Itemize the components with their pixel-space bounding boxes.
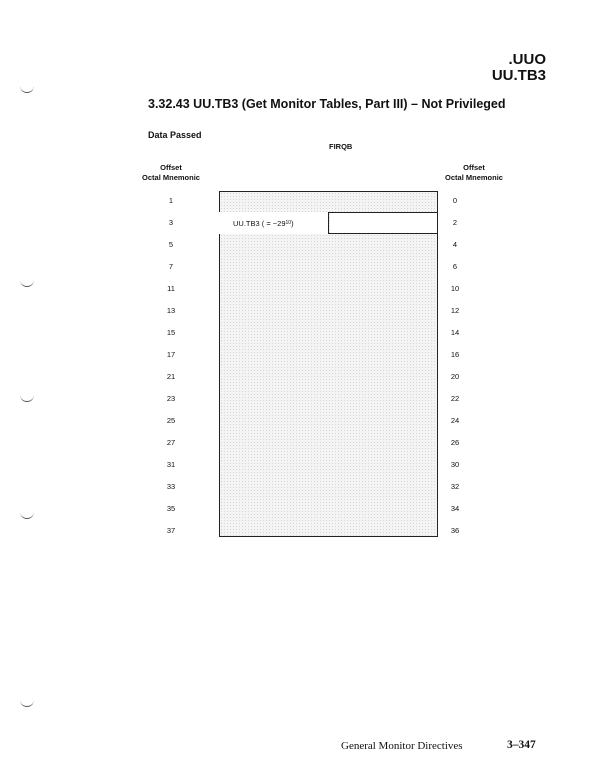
right-offset: 0 bbox=[452, 196, 458, 205]
margin-mark bbox=[20, 512, 34, 519]
header-line-2: UU.TB3 bbox=[491, 67, 546, 84]
code-field-cell bbox=[219, 212, 329, 234]
right-offset: 26 bbox=[450, 438, 460, 447]
margin-mark bbox=[20, 395, 34, 402]
right-offset: 14 bbox=[450, 328, 460, 337]
right-offset: 2 bbox=[452, 218, 458, 227]
left-offset: 11 bbox=[167, 284, 175, 293]
right-offset: 36 bbox=[450, 526, 460, 535]
left-offset: 23 bbox=[166, 394, 176, 403]
right-column-header bbox=[434, 163, 514, 183]
left-offset: 27 bbox=[166, 438, 176, 447]
left-offset: 17 bbox=[166, 350, 176, 359]
page-number: 3–347 bbox=[507, 739, 536, 751]
right-column-header-line-1: Offset bbox=[463, 163, 485, 172]
footer-title: General Monitor Directives bbox=[341, 740, 463, 752]
left-offset: 37 bbox=[166, 526, 176, 535]
section-title: 3.32.43 UU.TB3 (Get Monitor Tables, Part III) – Not Privileged bbox=[148, 97, 506, 111]
margin-mark bbox=[20, 280, 34, 287]
running-header bbox=[492, 52, 546, 84]
header-line-1: .UUO bbox=[508, 51, 546, 68]
left-offset: 25 bbox=[166, 416, 176, 425]
left-column-header bbox=[131, 163, 211, 183]
left-offset: 15 bbox=[166, 328, 176, 337]
code-field-text: UU.TB3 ( = −29 bbox=[233, 218, 286, 228]
code-field-close: ) bbox=[291, 218, 294, 228]
right-offset: 4 bbox=[452, 240, 458, 249]
left-offset: 7 bbox=[168, 262, 174, 271]
margin-mark bbox=[20, 700, 34, 707]
left-offset: 5 bbox=[168, 240, 174, 249]
code-field-radix: 10 bbox=[285, 220, 292, 226]
left-column-header-line-1: Offset bbox=[160, 163, 182, 172]
right-offset: 6 bbox=[452, 262, 458, 271]
left-offset: 13 bbox=[166, 306, 176, 315]
left-offset: 33 bbox=[166, 482, 176, 491]
left-offset: 31 bbox=[166, 460, 176, 469]
left-offset: 21 bbox=[166, 372, 176, 381]
empty-cell bbox=[330, 213, 437, 233]
right-column-header-line-2: Octal Mnemonic bbox=[445, 173, 503, 182]
right-offset: 34 bbox=[450, 504, 460, 513]
right-offset: 20 bbox=[450, 372, 460, 381]
data-passed-heading: Data Passed bbox=[148, 130, 202, 140]
right-offset: 32 bbox=[450, 482, 460, 491]
right-offset: 22 bbox=[450, 394, 460, 403]
left-offset: 1 bbox=[168, 196, 174, 205]
left-offset: 35 bbox=[166, 504, 176, 513]
right-offset: 30 bbox=[450, 460, 460, 469]
left-column-header-line-2: Octal Mnemonic bbox=[142, 173, 200, 182]
margin-mark bbox=[20, 86, 34, 93]
firqb-diagram bbox=[219, 191, 438, 537]
block-name: FIRQB bbox=[329, 142, 353, 151]
right-offset: 10 bbox=[450, 284, 460, 293]
left-offset: 3 bbox=[168, 218, 174, 227]
right-offset: 16 bbox=[450, 350, 460, 359]
right-offset: 12 bbox=[450, 306, 460, 315]
right-offset: 24 bbox=[450, 416, 460, 425]
